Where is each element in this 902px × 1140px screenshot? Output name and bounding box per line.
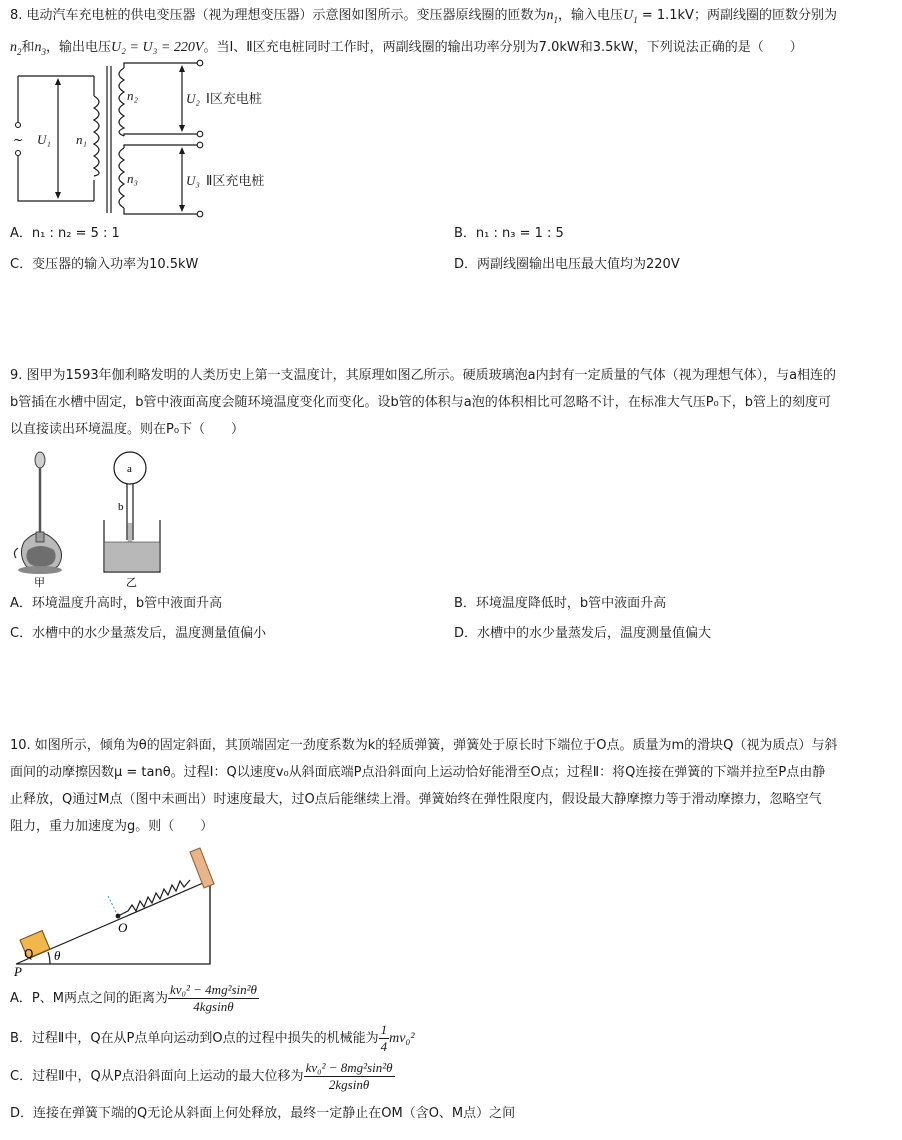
- label-theta: θ: [54, 948, 61, 963]
- q10-a-fraction: [168, 982, 259, 1015]
- u1-letter: U: [623, 8, 634, 23]
- q8-stem: 8. 电动汽车充电桩的供电变压器（视为理想变压器）示意图如图所示。变压器原线圈的匝数为$n_1$，输入电压$U_1 = 1.1kV$；两副线圈的匝数分别为 $n_2$和$n_3$，输出电压U₂ = U₃ = 220V。当Ⅰ、Ⅱ区充电桩同时工作时，两副线圈的输出功率分别为7.0kW和3.5kW，下列说法正确的是（ ）: [10, 8, 837, 57]
- q10-b-fraction: [379, 1022, 390, 1055]
- label-jia: 甲: [34, 576, 45, 589]
- n1-symbol: [547, 8, 559, 23]
- label-u2: U₂: [186, 91, 200, 106]
- q10-a-numerator: kv₀² − 4mg²sin²θ: [169, 982, 257, 997]
- label-zone-1: Ⅰ区充电桩: [206, 92, 262, 107]
- n3-symbol: $n_3$: [34, 39, 47, 57]
- q8-option-d[interactable]: D．两副线圈输出电压最大值均为220V: [454, 257, 680, 272]
- incline-diagram: [10, 844, 230, 976]
- q10-c-fraction: [304, 1060, 395, 1093]
- q10-option-c[interactable]: [10, 1060, 395, 1094]
- q10-option-a[interactable]: [10, 982, 259, 1016]
- n1-letter: n: [546, 8, 554, 23]
- label-yi: 乙: [126, 576, 137, 589]
- q10-stem-line: 阻力，重力加速度为g。则（ ）: [10, 819, 214, 834]
- label-block-q: Q: [24, 947, 34, 961]
- q9-option-b[interactable]: B．环境温度降低时，b管中液面升高: [454, 596, 667, 611]
- u1-symbol: [623, 8, 638, 23]
- q10-option-d[interactable]: D．连接在弹簧下端的Q无论从斜面上何处释放，最终一定静止在OM（含O、M点）之间: [10, 1106, 516, 1121]
- q8-option-a[interactable]: A．n₁ : n₂ = 5 : 1: [10, 226, 120, 241]
- q10-stem-line: 面间的动摩擦因数μ = tanθ。过程Ⅰ：Q以速度v₀从斜面底端P点沿斜面向上运动恰好能滑至O点；过程Ⅱ：将Q连接在弹簧的下端并拉至P点由静: [10, 765, 826, 780]
- n2-n3-symbols: $n_2$: [10, 39, 22, 57]
- q10-b-denominator: 4: [380, 1039, 388, 1054]
- label-u1: U₁: [37, 132, 51, 147]
- q10-stem-line: 10. 如图所示，倾角为θ的固定斜面，其顶端固定一劲度系数为k的轻质弹簧，弹簧处于原长时下端位于O点。质量为m的滑块Q（视为质点）与斜: [10, 738, 838, 753]
- q10-option-b[interactable]: [10, 1022, 415, 1056]
- transformer-diagram: [10, 58, 300, 223]
- q9-option-c[interactable]: C．水槽中的水少量蒸发后，温度测量值偏小: [10, 626, 267, 641]
- label-zone-2: Ⅱ区充电桩: [206, 174, 265, 189]
- q8-stem-part: ，输入电压: [558, 8, 624, 23]
- q8-option-c[interactable]: C．变压器的输入功率为10.5kW: [10, 257, 199, 272]
- ac-source-symbol: ~: [13, 133, 24, 147]
- q8-option-b[interactable]: B．n₁ : n₃ = 1 : 5: [454, 226, 564, 241]
- q10-c-text: C．过程Ⅱ中，Q从P点沿斜面向上运动的最大位移为: [10, 1069, 304, 1084]
- label-u3: U₃: [186, 173, 200, 188]
- u1-value: = 1.1kV；: [637, 8, 707, 23]
- q10-a-text: A．P、M两点之间的距离为: [10, 991, 168, 1006]
- n1-sub: 1: [553, 14, 559, 25]
- question-9: [10, 362, 890, 641]
- q8-stem-part: ，输出电压: [46, 39, 112, 55]
- q9-stem-line: b管插在水槽中固定，b管中液面高度会随环境温度变化而变化。设b管的体积与a泡的体积相比可忽略不计，在标准大气压P₀下，b管上的刻度可: [10, 395, 832, 410]
- thermometer-diagram: [10, 450, 190, 590]
- q9-option-a[interactable]: A．环境温度升高时，b管中液面升高: [10, 596, 223, 611]
- q8-stem-part: 8. 电动汽车充电桩的供电变压器（视为理想变压器）示意图如图所示。变压器原线圈的匝数为: [10, 8, 547, 23]
- q9-stem-line: 9. 图甲为1593年伽利略发明的人类历史上第一支温度计，其原理如图乙所示。硬质玻璃泡a内封有一定质量的气体（视为理想气体），与a相连的: [10, 368, 837, 383]
- q10-c-numerator: kv₀² − 8mg²sin²θ: [305, 1060, 393, 1075]
- u1-sub: 1: [633, 14, 638, 25]
- q9-stem: [10, 362, 890, 443]
- u2-u3-value: U₂ = U₃ = 220V: [111, 39, 204, 55]
- q10-stem: [10, 732, 890, 840]
- q10-b-numerator: 1: [380, 1022, 388, 1037]
- question-8: [10, 2, 890, 272]
- label-bulb-a: a: [127, 463, 132, 475]
- galileo-thermometer-picture: [14, 452, 62, 574]
- label-n2: n₂: [127, 88, 139, 103]
- label-n1: n₁: [76, 132, 88, 147]
- q8-stem-part: 。当Ⅰ、Ⅱ区充电桩同时工作时，两副线圈的输出功率分别为7.0kW和3.5kW，下列说法正确的是（ ）: [203, 39, 803, 55]
- label-point-p: P: [14, 964, 22, 976]
- q8-stem-part: 两副线圈的匝数分别为: [706, 8, 837, 23]
- q10-stem-line: 止释放，Q通过M点（图中未画出）时速度最大，过O点后能继续上滑。弹簧始终在弹性限度内，假设最大静摩擦力等于滑动摩擦力，忽略空气: [10, 792, 822, 807]
- q10-a-denominator: 4kgsinθ: [193, 999, 234, 1014]
- label-n3: n₃: [127, 171, 139, 186]
- q10-b-expression: mv₀²: [389, 1031, 415, 1046]
- q9-option-d[interactable]: D．水槽中的水少量蒸发后，温度测量值偏大: [454, 626, 712, 641]
- q10-b-text: B．过程Ⅱ中，Q在从P点单向运动到O点的过程中损失的机械能为: [10, 1031, 379, 1046]
- q10-c-denominator: 2kgsinθ: [328, 1077, 370, 1092]
- q9-stem-line: 以直接读出环境温度。则在P₀下（ ）: [10, 422, 245, 437]
- label-tube-b: b: [118, 501, 124, 513]
- label-point-o: O: [118, 920, 128, 935]
